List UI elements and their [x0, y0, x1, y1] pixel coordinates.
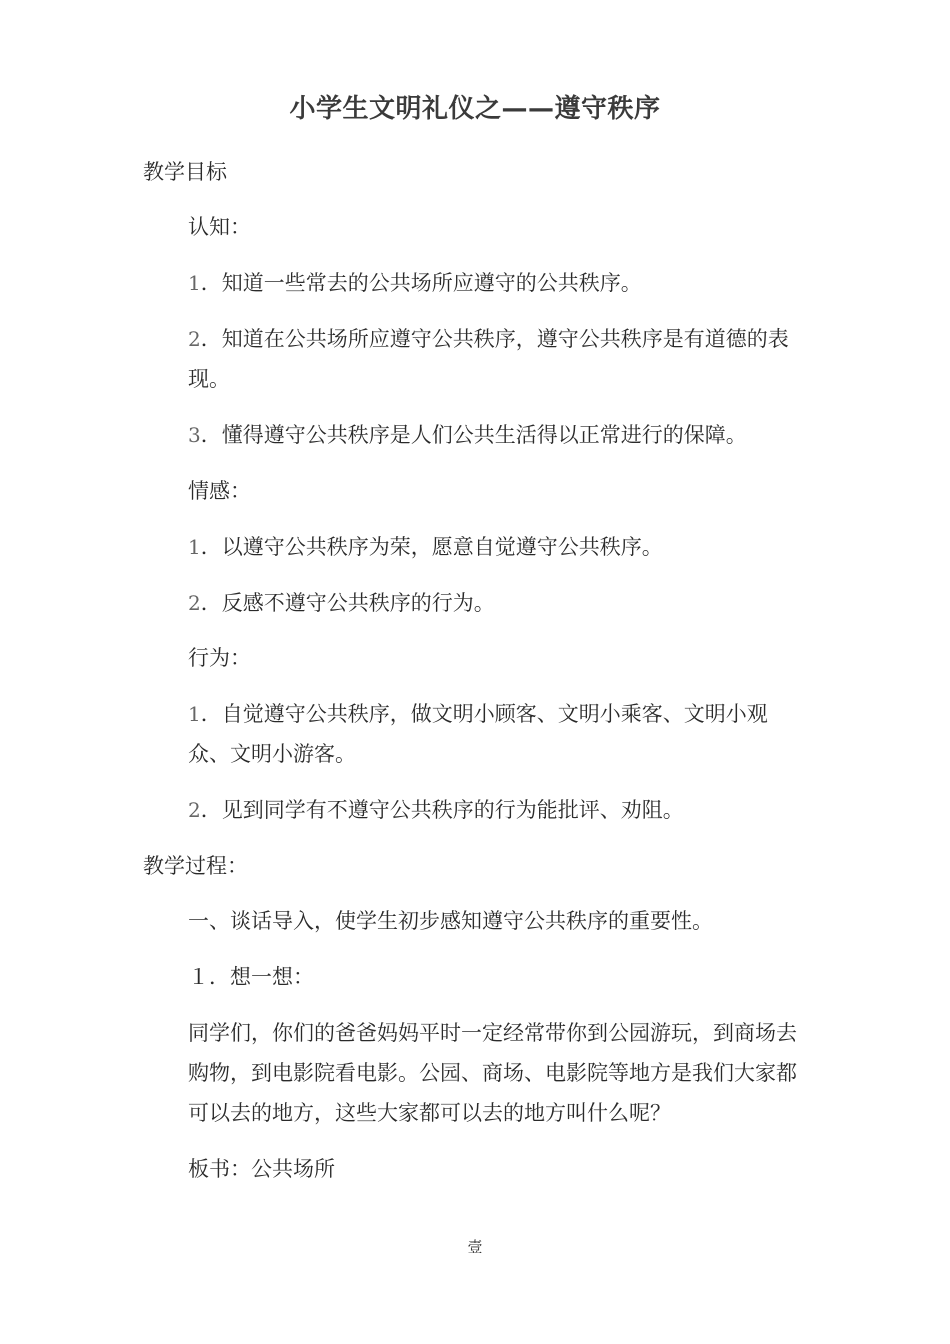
- intro-paragraph: [143, 1013, 808, 1133]
- step-one: 一、谈话导入，使学生初步感知遵守公共秩序的重要性。: [188, 909, 713, 933]
- behavior-item-2: [188, 790, 808, 830]
- think-label: １．想一想：: [188, 965, 314, 989]
- behavior-item-1: [143, 694, 808, 774]
- item-text: ．懂得遵守公共秩序是人们公共生活得以正常进行的保障。: [200, 423, 747, 447]
- page-number: 壹: [467, 1238, 483, 1256]
- item-number: 2: [188, 798, 201, 822]
- cognition-label: 认知：: [188, 215, 251, 239]
- emotion-item-1: [188, 527, 808, 567]
- goals-heading: 教学目标: [143, 160, 227, 184]
- item-number: 2: [188, 591, 201, 615]
- item-number: 1: [188, 535, 201, 559]
- cognition-item-2: [143, 319, 808, 399]
- paragraph-text: 同学们，你们的爸爸妈妈平时一定经常带你到公园游玩，到商场去购物，到电影院看电影。公园、商场、电影院等地方是我们大家都可以去的地方，这些大家都可以去的地方叫什么呢？: [188, 1021, 797, 1125]
- item-number: 1: [188, 271, 201, 295]
- item-number: 1: [188, 702, 201, 726]
- item-text: ．反感不遵守公共秩序的行为。: [200, 591, 495, 615]
- behavior-label: 行为：: [188, 646, 251, 670]
- item-text: ．知道一些常去的公共场所应遵守的公共秩序。: [200, 271, 642, 295]
- item-text: ．以遵守公共秩序为荣，愿意自觉遵守公共秩序。: [200, 535, 663, 559]
- emotion-item-2: [188, 583, 808, 623]
- process-heading: 教学过程：: [143, 854, 248, 878]
- item-text: ．自觉遵守公共秩序，做文明小顾客、文明小乘客、文明小观众、文明小游客。: [188, 702, 768, 766]
- document-title: 小学生文明礼仪之——遵守秩序: [289, 94, 661, 124]
- cognition-item-3: [188, 415, 808, 455]
- item-text: ．见到同学有不遵守公共秩序的行为能批评、劝阻。: [200, 798, 684, 822]
- cognition-item-1: [188, 263, 808, 303]
- board-note: 板书：公共场所: [188, 1157, 335, 1181]
- emotion-label: 情感：: [188, 479, 251, 503]
- item-number: 2: [188, 327, 201, 351]
- item-text: ．知道在公共场所应遵守公共秩序，遵守公共秩序是有道德的表现。: [188, 327, 789, 391]
- item-number: 3: [188, 423, 201, 447]
